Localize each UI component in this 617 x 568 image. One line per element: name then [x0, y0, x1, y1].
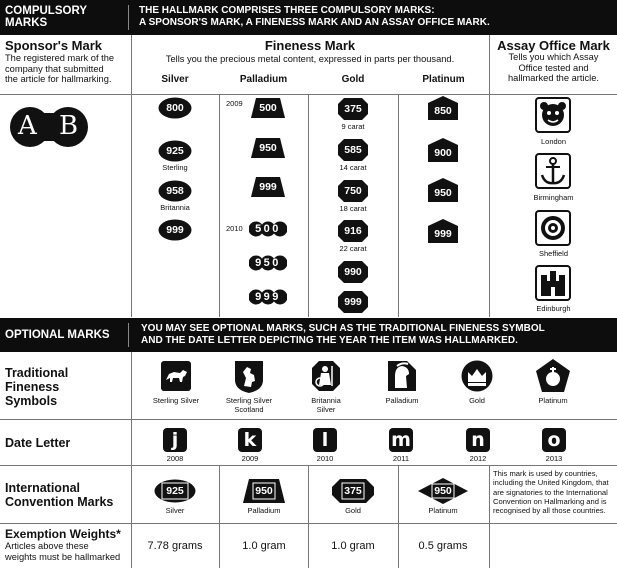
- date-letter-mark: o: [542, 428, 566, 452]
- assay-office-sheffield: Sheffield: [538, 249, 569, 258]
- optional-description: [141, 323, 545, 347]
- exemption-weight-palladium: 1.0 gram: [242, 540, 286, 552]
- traditional-caption: Platinum: [538, 396, 568, 405]
- traditional-label: [5, 366, 68, 408]
- divider-col: [398, 465, 399, 568]
- orb-icon: [536, 359, 570, 392]
- silver-caption-sterling: Sterling: [162, 163, 188, 172]
- palladium-year-2010: 2010: [226, 224, 243, 233]
- compulsory-heading: [5, 5, 87, 29]
- sponsor-description: [5, 53, 114, 85]
- date-letter-mark: n: [466, 428, 490, 452]
- date-letter-year: 2008: [166, 454, 184, 463]
- sponsor-mark-ab: [10, 107, 88, 147]
- traditional-caption: Gold: [469, 396, 485, 405]
- gold-caption: 9 carat: [341, 122, 365, 131]
- convention-label: [5, 481, 113, 509]
- palladium-value: 950: [255, 257, 281, 269]
- lion-rampant-icon: [234, 360, 264, 394]
- crown-icon: [461, 360, 493, 392]
- column-platinum: Platinum: [422, 74, 465, 85]
- sponsor-desc-line: the article for hallmarking.: [5, 74, 112, 84]
- gold-value: 999: [344, 296, 362, 308]
- exemption-label-block: [5, 527, 121, 562]
- britannia-icon: [311, 360, 341, 392]
- sponsor-title: Sponsor's Mark: [5, 38, 103, 53]
- exemption-weight-platinum: 0.5 grams: [418, 540, 468, 552]
- column-silver: Silver: [161, 74, 189, 85]
- traditional-label-line: Fineness: [5, 380, 60, 394]
- palladium-2010-mark-999: [249, 286, 287, 308]
- optional-text-line1: YOU MAY SEE OPTIONAL MARKS, SUCH AS THE TRADITIONAL FINENESS SYMBOL: [141, 323, 545, 334]
- convention-value: 925: [166, 485, 184, 497]
- date-letter-mark: k: [238, 428, 262, 452]
- convention-metal: Platinum: [428, 506, 458, 515]
- rose-icon: [535, 210, 571, 246]
- palladium-2009-mark-999: [251, 177, 285, 197]
- gold-value: 375: [344, 103, 362, 115]
- exemption-sub-line: Articles above these: [5, 541, 89, 551]
- compulsory-text-line2: A SPONSOR'S MARK, A FINENESS MARK AND AN ASSAY OFFICE MARK.: [139, 17, 490, 28]
- assay-description: [490, 52, 617, 84]
- fineness-description: Tells you the precious metal content, expressed in parts per thousand.: [165, 54, 455, 64]
- sponsor-desc-line: The registered mark of the: [5, 53, 115, 63]
- convention-label-line: Convention Marks: [5, 495, 114, 509]
- platinum-value: 850: [434, 105, 452, 117]
- silver-caption-britannia: Britannia: [160, 203, 190, 212]
- compulsory-text-line1: THE HALLMARK COMPRISES THREE COMPULSORY MARKS:: [139, 5, 435, 16]
- silver-mark-958: [158, 180, 192, 202]
- silver-mark-999: [158, 219, 192, 241]
- convention-note-line: Convention on Hallmarking and is: [493, 496, 607, 506]
- divider-col: [308, 465, 309, 568]
- convention-value: 375: [344, 485, 362, 497]
- silver-mark-800: [158, 97, 192, 119]
- date-letter-mark: j: [163, 428, 187, 452]
- lion-passant-icon: [160, 360, 192, 392]
- gold-value: 750: [344, 185, 362, 197]
- gold-caption: 18 carat: [339, 204, 367, 213]
- platinum-value: 999: [434, 228, 452, 240]
- date-letter-mark: l: [313, 428, 337, 452]
- convention-value: 950: [434, 485, 452, 497]
- header-rule: [0, 94, 617, 95]
- convention-metal: Palladium: [247, 506, 281, 515]
- silver-value: 999: [166, 224, 184, 236]
- optional-marks-band: [0, 318, 617, 352]
- traditional-caption: Sterling Silver: [225, 396, 273, 405]
- column-gold: Gold: [341, 74, 365, 85]
- silver-value: 958: [166, 185, 184, 197]
- convention-note-line: are signatories to the International: [493, 487, 608, 497]
- convention-value: 950: [255, 485, 273, 497]
- assay-title: Assay Office Mark: [497, 38, 610, 53]
- traditional-caption: Palladium: [385, 396, 419, 405]
- platinum-mark-900: [428, 138, 458, 162]
- assay-office-edinburgh: Edinburgh: [536, 304, 571, 313]
- gold-mark-750: [338, 180, 368, 202]
- assay-office-london: London: [540, 137, 567, 146]
- pallas-athene-icon: [387, 360, 417, 392]
- convention-mark-platinum: [418, 478, 468, 504]
- column-palladium: Palladium: [239, 74, 288, 85]
- assay-office-birmingham: Birmingham: [533, 193, 574, 202]
- traditional-caption: Sterling Silver: [152, 396, 200, 405]
- convention-label-line: International: [5, 481, 81, 495]
- gold-value: 585: [344, 144, 362, 156]
- platinum-value: 900: [434, 147, 452, 159]
- leopard-head-icon: [535, 97, 571, 133]
- band-divider: [128, 5, 129, 30]
- compulsory-marks-band: [0, 0, 617, 35]
- divider-col: [489, 465, 490, 568]
- gold-mark-990: [338, 261, 368, 283]
- optional-heading: OPTIONAL MARKS: [5, 329, 110, 341]
- palladium-value: 950: [259, 142, 277, 154]
- convention-note: [493, 469, 609, 515]
- convention-mark-palladium: [243, 479, 285, 503]
- convention-note-line: including the United Kingdom, that: [493, 478, 609, 488]
- assay-desc-line: Tells you which Assay: [508, 52, 599, 62]
- gold-mark-916: [338, 220, 368, 242]
- date-letter-label: Date Letter: [5, 436, 71, 450]
- gold-mark-375: [338, 98, 368, 120]
- divider-col: [219, 465, 220, 568]
- convention-note-line: This mark is used by countries,: [493, 469, 598, 478]
- palladium-value: 500: [255, 223, 281, 235]
- silver-mark-925: [158, 140, 192, 162]
- palladium-year-2009: 2009: [226, 99, 243, 108]
- gold-value: 916: [344, 225, 362, 237]
- platinum-mark-950: [428, 178, 458, 202]
- palladium-2010-mark-500: [249, 218, 287, 240]
- convention-metal: Silver: [165, 506, 185, 515]
- exemption-weight-gold: 1.0 gram: [331, 540, 375, 552]
- convention-note-line: recognised by all those countries.: [493, 506, 606, 516]
- divider-silver: [219, 95, 220, 317]
- fineness-title: Fineness Mark: [264, 38, 356, 53]
- date-letter-year: 2010: [316, 454, 334, 463]
- palladium-value: 999: [259, 181, 277, 193]
- palladium-2009-mark-950: [251, 138, 285, 158]
- gold-caption: 22 carat: [339, 244, 367, 253]
- compulsory-heading-line2: MARKS: [5, 17, 48, 29]
- gold-value: 990: [344, 266, 362, 278]
- traditional-label-line: Traditional: [5, 366, 69, 380]
- date-letter-year: 2013: [545, 454, 563, 463]
- platinum-mark-999: [428, 219, 458, 243]
- platinum-value: 950: [434, 187, 452, 199]
- palladium-2010-mark-950: [249, 252, 287, 274]
- convention-metal: Gold: [345, 506, 361, 515]
- convention-mark-gold: [332, 479, 374, 503]
- palladium-value: 500: [259, 102, 277, 114]
- date-letter-mark: m: [389, 428, 413, 452]
- palladium-value: 999: [255, 291, 281, 303]
- date-letter-year: 2012: [469, 454, 487, 463]
- sponsor-letter-a: A: [18, 111, 37, 141]
- sponsor-desc-line: company that submitted: [5, 63, 104, 74]
- traditional-caption-sub: Silver: [316, 405, 336, 414]
- exemption-sub-line: weights must be hallmarked: [5, 551, 121, 562]
- traditional-label-line: Symbols: [5, 394, 58, 408]
- band-divider: [128, 323, 129, 347]
- row-divider: [0, 419, 617, 420]
- exemption-weight-silver: 7.78 grams: [147, 540, 203, 552]
- convention-mark-silver: [154, 479, 196, 503]
- silver-value: 800: [166, 102, 184, 114]
- divider-gold: [398, 95, 399, 317]
- date-letter-year: 2009: [241, 454, 259, 463]
- gold-mark-999: [338, 291, 368, 313]
- traditional-caption-sub: Scotland: [234, 405, 264, 414]
- date-letter-year: 2011: [392, 454, 410, 463]
- palladium-2009-mark-500: [251, 98, 285, 118]
- sponsor-letter-b: B: [59, 111, 79, 141]
- gold-caption: 14 carat: [339, 163, 367, 172]
- gold-mark-585: [338, 139, 368, 161]
- exemption-label: Exemption Weights*: [5, 527, 121, 541]
- anchor-icon: [535, 153, 571, 189]
- optional-text-line2: AND THE DATE LETTER DEPICTING THE YEAR THE ITEM WAS HALLMARKED.: [141, 335, 518, 346]
- divider-label-col: [131, 352, 132, 568]
- assay-desc-line: hallmarked the article.: [508, 73, 599, 83]
- assay-desc-line: Office tested and: [518, 62, 589, 73]
- platinum-mark-850: [428, 96, 458, 120]
- castle-icon: [535, 265, 571, 301]
- silver-value: 925: [166, 145, 184, 157]
- traditional-caption: Britannia: [311, 396, 341, 405]
- compulsory-heading-line1: COMPULSORY: [5, 5, 87, 17]
- compulsory-description: [139, 5, 490, 29]
